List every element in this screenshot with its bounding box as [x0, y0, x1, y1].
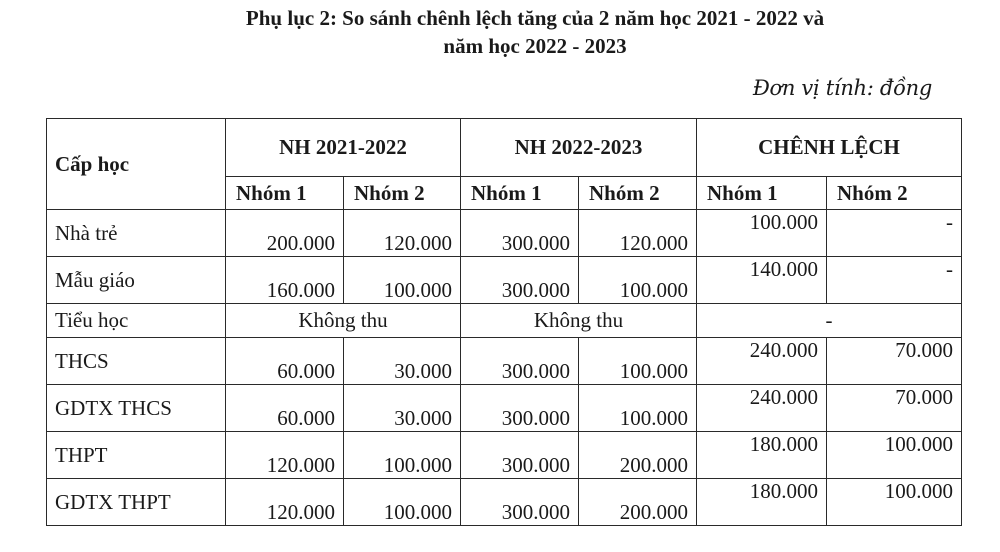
- subheader-2223-group1: Nhóm 1: [461, 177, 579, 210]
- table-row: [47, 479, 962, 526]
- header-year-2022-2023: NH 2022-2023: [461, 119, 697, 177]
- cell-diff-group1: 100.000: [697, 210, 827, 257]
- table-row: [47, 385, 962, 432]
- cell-diff-group2: 100.000: [827, 479, 962, 526]
- cell-diff-group2: 70.000: [827, 385, 962, 432]
- cell-2122-group1: 120.000: [226, 479, 344, 526]
- cell-level: GDTX THPT: [47, 479, 226, 526]
- table-row: [47, 210, 962, 257]
- cell-2122-group2: 120.000: [344, 210, 461, 257]
- cell-level: Mẫu giáo: [47, 257, 226, 304]
- cell-2223-group2: 120.000: [579, 210, 697, 257]
- subheader-diff-group1: Nhóm 1: [697, 177, 827, 210]
- title-line-1: Phụ lục 2: So sánh chênh lệch tăng của 2 năm học 2021 - 2022 và: [245, 6, 825, 30]
- cell-2223-group2: 200.000: [579, 479, 697, 526]
- header-year-2021-2022: NH 2021-2022: [226, 119, 461, 177]
- table-row: [47, 257, 962, 304]
- table-row: [47, 338, 962, 385]
- document-title: [0, 4, 1000, 60]
- cell-diff-group1: 180.000: [697, 432, 827, 479]
- subheader-2122-group1: Nhóm 1: [226, 177, 344, 210]
- cell-level: THPT: [47, 432, 226, 479]
- cell-level: THCS: [47, 338, 226, 385]
- cell-2223-group1: 300.000: [461, 338, 579, 385]
- cell-level: GDTX THCS: [47, 385, 226, 432]
- cell-2122-group1: 60.000: [226, 338, 344, 385]
- cell-diff-group2: 70.000: [827, 338, 962, 385]
- cell-2223-group2: 100.000: [579, 385, 697, 432]
- table-row: [47, 432, 962, 479]
- cell-2122-group1: 160.000: [226, 257, 344, 304]
- header-level: Cấp học: [47, 119, 226, 210]
- cell-2223-group1: 300.000: [461, 210, 579, 257]
- cell-2122-group2: 100.000: [344, 432, 461, 479]
- cell-2223-group2: 100.000: [579, 257, 697, 304]
- cell-2223-group1: 300.000: [461, 479, 579, 526]
- cell-level: Nhà trẻ: [47, 210, 226, 257]
- cell-2122-group2: 100.000: [344, 479, 461, 526]
- table-row: [47, 304, 962, 338]
- cell-2223-merged: Không thu: [461, 304, 697, 338]
- cell-2122-group2: 30.000: [344, 338, 461, 385]
- cell-diff-group2: -: [827, 210, 962, 257]
- cell-2223-group2: 100.000: [579, 338, 697, 385]
- cell-diff-merged: -: [697, 304, 962, 338]
- subheader-diff-group2: Nhóm 2: [827, 177, 962, 210]
- cell-diff-group1: 180.000: [697, 479, 827, 526]
- cell-diff-group1: 240.000: [697, 385, 827, 432]
- cell-diff-group2: 100.000: [827, 432, 962, 479]
- cell-diff-group2: -: [827, 257, 962, 304]
- header-row-groups: [47, 119, 962, 177]
- cell-2122-group2: 30.000: [344, 385, 461, 432]
- cell-2223-group1: 300.000: [461, 257, 579, 304]
- subheader-2223-group2: Nhóm 2: [579, 177, 697, 210]
- cell-2122-merged: Không thu: [226, 304, 461, 338]
- cell-diff-group1: 140.000: [697, 257, 827, 304]
- cell-2223-group1: 300.000: [461, 432, 579, 479]
- cell-2122-group2: 100.000: [344, 257, 461, 304]
- cell-2122-group1: 200.000: [226, 210, 344, 257]
- title-line-2: năm học 2022 - 2023: [443, 34, 627, 58]
- subheader-2122-group2: Nhóm 2: [344, 177, 461, 210]
- header-difference: CHÊNH LỆCH: [697, 119, 962, 177]
- fee-comparison-table: [46, 118, 962, 526]
- cell-2122-group1: 60.000: [226, 385, 344, 432]
- cell-level: Tiểu học: [47, 304, 226, 338]
- cell-diff-group1: 240.000: [697, 338, 827, 385]
- cell-2122-group1: 120.000: [226, 432, 344, 479]
- cell-2223-group2: 200.000: [579, 432, 697, 479]
- unit-note: Đơn vị tính: đồng: [752, 76, 932, 100]
- cell-2223-group1: 300.000: [461, 385, 579, 432]
